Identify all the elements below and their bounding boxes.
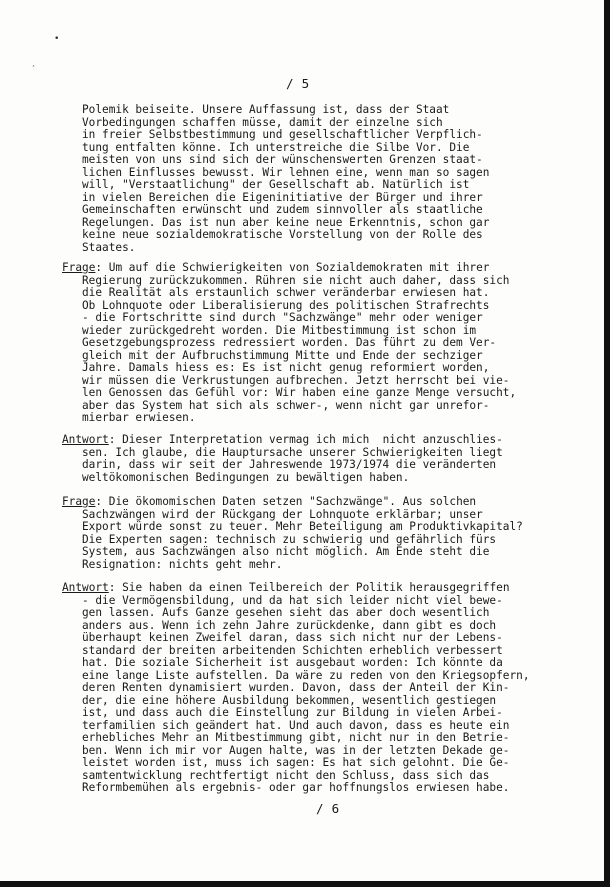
text-line: hat. Die soziale Sicherheit ist ausgebaut worden: Ich könnte da [82,656,503,669]
text-line: deren Renten dynamisiert wurden. Davon, dass der Anteil der Kin- [82,681,510,694]
text-line: Reformbemühen als ergebnis- oder gar hoffnungslos erwiesen habe. [82,781,510,794]
page-number-top: / 5 [286,76,310,91]
text-line: in freier Selbstbestimmung und gesellschaftlicher Verpflich- [82,128,483,141]
text-line: Jahre. Damals hiess es: Es ist nicht genug reformiert worden, [82,361,490,374]
text-line: Export würde sonst zu teuer. Mehr Beteiligung am Produktivkapital? [82,520,523,533]
question-1 [62,262,562,425]
text-line: wir müssen die Verkrustungen aufbrechen. Jetzt herrscht bei vie- [82,373,510,387]
text-line: keine neue sozialdemokratische Vorstellung von der Rolle des [82,228,483,241]
text-line: leistet worden ist, muss ich sagen: Es hat sich gelohnt. Die Ge- [82,756,510,769]
text-line: System, aus Sachzwängen also nicht möglich. Am Ende steht die [82,545,490,558]
answer-label: Antwort [62,581,109,594]
scan-speck: ˰ [32,58,38,68]
text-line: aber das System hat sich als schwer-, wenn nicht gar unrefor- [82,398,490,412]
text-line [62,496,562,509]
text-line: Staates. [82,240,136,254]
question-label: Frage [62,495,96,508]
question-text: : Die ökomomischen Daten setzen "Sachzwänge". Aus solchen [95,495,477,508]
text-line: Gesetzgebungsprozess redressiert worden. Das führt zu dem Ver- [82,336,497,349]
text-line: samtentwicklung rechtfertigt nicht den Schluss, dass sich das [82,768,490,782]
intro-paragraph [62,104,562,254]
page-number-bottom: / 6 [316,801,340,816]
text-line: ist, und dass auch die Einstellung zur Bildung in vielen Arbei- [82,706,503,719]
text-line: Vorbedingungen schaffen müsse, damit der einzelne sich [82,115,443,129]
text-line: standard der breiten arbeitenden Schichten erheblich verbessert [82,643,503,657]
text-line: Sachzwängen wird der Rückgang der Lohnquote erklärbar; unser [82,507,483,521]
text-line: anders aus. Wenn ich zehn Jahre zurückdenke, dann gibt es doch [82,618,497,632]
text-line: der, die eine höhere Ausbildung bekommen, wesentlich gestiegen [82,693,497,707]
text-line: erhebliches Mehr an Mitbestimmung gibt, nicht nur in den Betrie- [82,731,510,744]
scan-speck: • [54,34,60,44]
text-line: mierbar erwiesen. [82,411,196,424]
text-line: gleich mit der Aufbruchstimmung Mitte und Ende der sechziger [82,348,483,362]
text-line: überhaupt keinen Zweifel daran, dass sich nicht nur der Lebens- [82,631,503,644]
question-text: : Um auf die Schwierigkeiten von Sozialdemokraten mit ihrer [95,261,490,274]
text-line: tung entfalten könne. Ich unterstreiche die Silbe Vor. Die [82,140,470,154]
text-line: Ob Lohnquote oder Liberalisierung des politischen Strafrechts [82,298,490,312]
text-line: Die Experten sagen: technisch zu schwierig und gefährlich fürs [82,532,497,546]
text-line: - die Fortschritte sind durch "Sachzwänge" mehr oder weniger [82,311,483,324]
text-line: - die Vermögensbildung, und da hat sich leider nicht viel bewe- [82,593,503,607]
text-line: terfamilien sich geändert hat. Und auch davon, dass es heute ein [82,718,510,732]
text-line: sen. Ich glaube, die Hauptursache unserer Schwierigkeiten liegt [82,445,503,459]
text-line: Regierung zurückzukommen. Rühren sie nicht auch daher, dass sich [82,273,510,287]
question-2 [62,496,562,571]
text-line: Regelungen. Das ist nun aber keine neue Erkenntnis, schon gar [82,215,490,229]
answer-2 [62,582,562,795]
text-line: Resignation: nichts geht mehr. [82,557,283,571]
text-line: in vielen Bereichen die Eigeninitiative der Bürger und ihrer [82,190,483,204]
text-line [62,434,562,447]
text-line: weltökomonischen Bedingungen zu bewältigen haben. [82,470,410,484]
answer-text: : Dieser Interpretation vermag ich mich nicht anzuschlies- [108,433,503,446]
text-line: wieder zurückgedreht worden. Die Mitbestimmung ist schon im [82,323,477,337]
text-line: gen lassen. Aufs Ganze gesehen sieht das aber doch wesentlich [82,606,490,619]
text-line: Gemeinschaften erwünscht und zudem sinnvoller als staatliche [82,203,483,216]
question-label: Frage [62,261,96,274]
text-line: ben. Wenn ich mir vor Augen halte, was in der letzten Dekade ge- [82,743,510,757]
scan-edge-right [604,0,610,887]
text-line: lichen Einflusses bewusst. Wir lehnen eine, wenn man so sagen [82,165,490,179]
text-line: will, "Verstaatlichung" der Gesellschaft ab. Natürlich ist [82,178,470,191]
text-line: Polemik beiseite. Unsere Auffassung ist, dass der Staat [82,103,450,116]
text-line: eine lange Liste aufstellen. Da wäre zu reden von den Kriegsopfern, [82,668,530,682]
answer-label: Antwort [62,433,109,446]
text-line [62,582,562,595]
scan-edge-bottom [0,881,610,887]
answer-1 [62,434,562,484]
answer-text: : Sie haben da einen Teilbereich der Politik herausgegriffen [108,581,510,594]
text-line [62,262,562,275]
text-line: die Realität als erstaunlich schwer veränderbar erwiesen hat. [82,286,490,299]
text-line: meisten von uns sind sich der wünschenswerten Grenzen staat- [82,153,483,166]
text-line: len Genossen das Gefühl vor: Wir haben eine ganze Menge versucht, [82,386,517,399]
text-line: darin, dass wir seit der Jahreswende 1973/1974 die veränderten [82,458,497,471]
